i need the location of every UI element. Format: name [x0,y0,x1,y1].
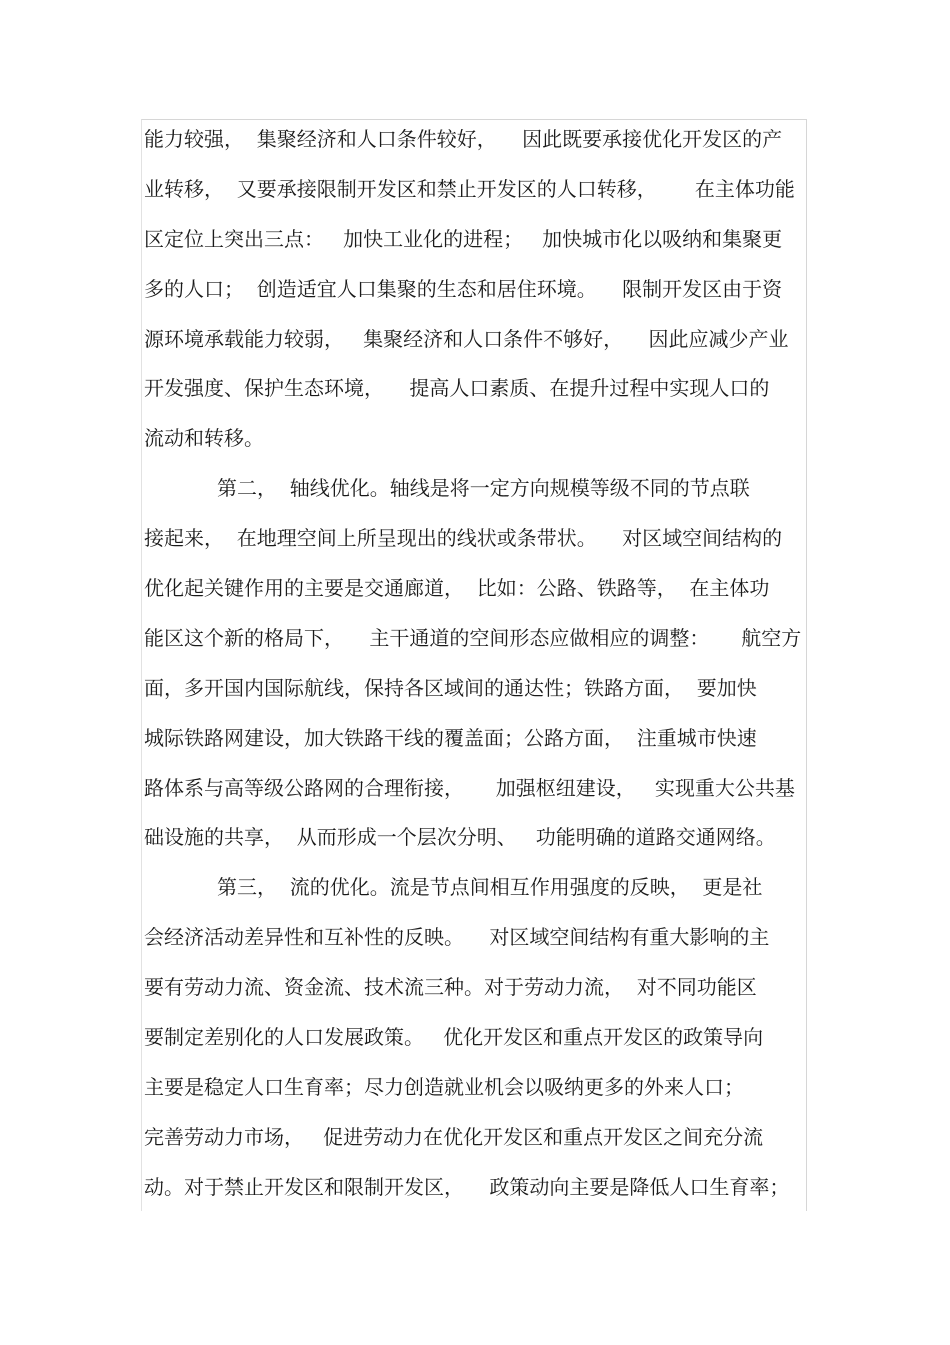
text-line: 源环境承载能力较弱， 集聚经济和人口条件不够好， 因此应减少产业 [144,326,789,351]
text-line: 业转移， 又要承接限制开发区和禁止开发区的人口转移， 在主体功能 [144,176,795,201]
text-line: 完善劳动力市场， 促进劳动力在优化开发区和重点开发区之间充分流 [144,1124,764,1149]
text-line: 路体系与高等级公路网的合理衔接， 加强枢纽建设， 实现重大公共基 [144,775,795,800]
text-line: 接起来， 在地理空间上所呈现出的线状或条带状。 对区域空间结构的 [144,526,783,551]
text-line: 开发强度、保护生态环境， 提高人口素质、在提升过程中实现人口的 [144,376,770,401]
text-line: 会经济活动差异性和互补性的反映。 对区域空间结构有重大影响的主 [144,925,770,950]
text-line: 区定位上突出三点： 加快工业化的进程； 加快城市化以吸纳和集聚更 [144,226,783,251]
text-line: 能力较强， 集聚经济和人口条件较好， 因此既要承接优化开发区的产 [144,127,783,151]
paragraph-start-line: 第二， 轴线优化。轴线是将一定方向规模等级不同的节点联 [217,476,750,501]
text-line: 能区这个新的格局下， 主干通道的空间形态应做相应的调整： 航空方 [144,625,802,650]
document-body [144,115,808,1213]
text-line: 优化起关键作用的主要是交通廊道， 比如：公路、铁路等， 在主体功 [144,576,770,601]
text-line: 多的人口； 创造适宜人口集聚的生态和居住环境。 限制开发区由于资 [144,276,783,301]
text-line: 流动和转移。 [144,426,264,451]
text-line: 动。对于禁止开发区和限制开发区， 政策动向主要是降低人口生育率； [144,1174,790,1199]
text-line: 主要是稳定人口生育率；尽力创造就业机会以吸纳更多的外来人口； [144,1074,744,1099]
paragraph-start-line: 第三， 流的优化。流是节点间相互作用强度的反映， 更是社 [217,875,763,900]
text-line: 要制定差别化的人口发展政策。 优化开发区和重点开发区的政策导向 [144,1025,764,1050]
text-line: 要有劳动力流、资金流、技术流三种。对于劳动力流， 对不同功能区 [144,975,757,1000]
text-line: 础设施的共享， 从而形成一个层次分明、 功能明确的道路交通网络。 [144,825,776,850]
text-line: 面，多开国内国际航线，保持各区域间的通达性；铁路方面， 要加快 [144,675,757,700]
text-line: 城际铁路网建设，加大铁路干线的覆盖面；公路方面， 注重城市快速 [144,725,757,750]
